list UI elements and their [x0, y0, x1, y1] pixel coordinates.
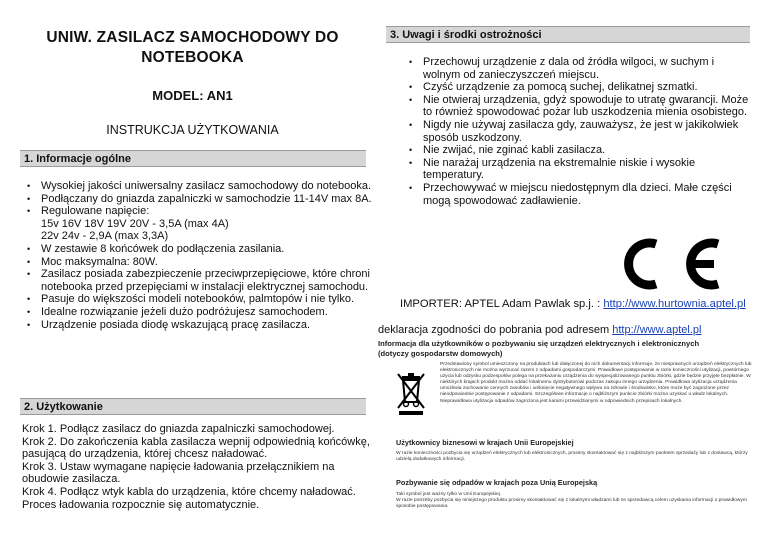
step-text: Krok 3. Ustaw wymagane napięcie ładowania przełącznikiem na obudowie zasilacza. [22, 460, 335, 486]
list-item: • Zasilacz posiada zabezpieczenie przeciwprzepięciowe, które chroni notebooka przed przepięciami w instalacji elektrycznej samochodu. [22, 268, 374, 293]
list-item: • Nie narażaj urządzenia na ekstremalnie niskie i wysokie temperatury. [404, 157, 749, 182]
declaration-text: deklaracja zgodności do pobrania pod adresem [378, 324, 613, 336]
outside-eu-heading: Pozbywanie się odpadów w krajach poza Unią Europejską [396, 478, 598, 487]
list-item: • Nie zwijać, nie zginać kabli zasilacza. [404, 144, 749, 157]
importer-line [400, 298, 768, 310]
weee-body-text: Przedstawiony symbol umieszczony na produktach lub dołączonej do nich dokumentacji informuje, że niesprawnych urządzeń elektrycznych lub elektronicznych nie można wyrzucać razem z odpadami gospodarczymi. Prawidłowe postępowanie w razie konieczności utylizacji, powtórnego użycia lub odzysku podzespołów polega na przekazaniu urządzenia do wyspecjalizowanego punktu zbiórki, gdzie będzie przyjęte bezpłatnie. W niektórych krajach produkt można oddać lokalnemu dystrybutorowi podczas zakupu innego urządzenia. Prawidłowa utylizacja urządzenia umożliwia zachowanie cennych zasobów i uniknięcie negatywnego wpływu na zdrowie i środowisko, które może być zagrożone przez nieodpowiednie postępowanie z odpadami. Szczegółowe informacje o najbliższym punkcie zbiórki można uzyskać u władz lokalnych. Nieprawidłowa utylizacja odpadów zagrożona jest karami przewidzianymi w odpowiednich przepisach lokalnych. [440, 362, 752, 404]
usage-steps [22, 423, 377, 511]
model-label: MODEL: AN1 [152, 88, 233, 103]
section-safety-heading: 3. Uwagi i środki ostrożności [386, 26, 750, 43]
list-item: • Urządzenie posiada diodę wskazującą pracę zasilacza. [22, 319, 374, 332]
list-item: • Nigdy nie używaj zasilacza gdy, zauważysz, że jest w jakikolwiek sposób uszkodzony. [404, 119, 749, 144]
list-item: • Idealne rozwiązanie jeżeli dużo podróżujesz samochodem. [22, 306, 374, 319]
list-item: • Przechowuj urządzenie z dala od źródła wilgoci, w suchym i wolnym od zanieczyszczeń miejscu. [404, 56, 749, 81]
list-item: • Pasuje do większości modeli notebooków, palmtopów i nie tylko. [22, 293, 374, 306]
ce-mark-icon [606, 238, 726, 290]
business-heading: Użytkownicy biznesowi w krajach Unii Europejskiej [396, 438, 574, 447]
instruction-heading: INSTRUKCJA UŻYTKOWANIA [106, 123, 279, 137]
document-title: UNIW. ZASILACZ SAMOCHODOWY DO NOTEBOOKA [46, 29, 339, 66]
list-item: • Czyść urządzenie za pomocą suchej, delikatnej szmatki. [404, 81, 749, 94]
general-info-list [22, 180, 374, 331]
crossed-bin-icon [396, 368, 426, 416]
section-usage-heading: 2. Użytkowanie [20, 398, 366, 415]
safety-list [404, 56, 749, 207]
step-text: Krok 4. Podłącz wtyk kabla do urządzenia, które chcemy naładować. Proces ładowania rozpocznie się automatycznie. [22, 485, 356, 511]
declaration-line [378, 324, 702, 336]
list-item: • Nie otwieraj urządzenia, gdyż spowoduje to utratę gwarancji. Może to również spowodować pożar lub uszkodzenia mienia osobistego. [404, 94, 749, 119]
list-item: • Moc maksymalna: 80W. [22, 256, 374, 269]
list-item: • Przechowywać w miejscu niedostępnym dla dzieci. Małe części mogą spowodować zadławienie. [404, 182, 749, 207]
importer-link[interactable]: http://www.hurtownia.aptel.pl [603, 298, 746, 310]
list-item: • Podłączany do gniazda zapalniczki w samochodzie 11-14V max 8A. [22, 193, 374, 206]
section-general-heading: 1. Informacje ogólne [20, 150, 366, 167]
step-text: Krok 1. Podłącz zasilacz do gniazda zapalniczki samochodowej. [22, 423, 335, 435]
declaration-link[interactable]: http://www.aptel.pl [612, 324, 702, 336]
step-text: Krok 2. Do zakończenia kabla zasilacza wepnij odpowiednią końcówkę, pasującą do urządzenia, której chcesz naładować. [22, 435, 370, 461]
list-item: • Wysokiej jakości uniwersalny zasilacz samochodowy do notebooka. [22, 180, 374, 193]
weee-info-block [440, 362, 758, 405]
outside-eu-body: Taki symbol jest ważny tylko w Unii Europejskiej. W razie potrzeby pozbycia się niniejszego produktu prosimy skontaktować się z lokalnymi władzami lub ze sprzedawcą celem uzyskania informacji o prawidłowym sposobie postępowania. [396, 492, 747, 510]
importer-text: IMPORTER: APTEL Adam Pawlak sp.j. : [400, 298, 604, 310]
business-body: W razie konieczności pozbycia się urządzeń elektrycznych lub elektronicznych, prosimy skontaktować się z najbliższym punktem sprzedaży lub z dostawcą, którzy udzielą dodatkowych informacji. [396, 451, 748, 463]
list-item: • W zestawie 8 końcówek do podłączenia zasilania. [22, 243, 374, 256]
weee-heading: Informacja dla użytkowników o pozbywaniu się urządzeń elektrycznych i elektronicznych (dotyczy gospodarstw domowych) [378, 339, 700, 358]
list-item: • Regulowane napięcie: 15v 16V 18V 19V 20V - 3,5A (max 4A) 22v 24v - 2,9A (max 3,3A) [22, 205, 374, 243]
